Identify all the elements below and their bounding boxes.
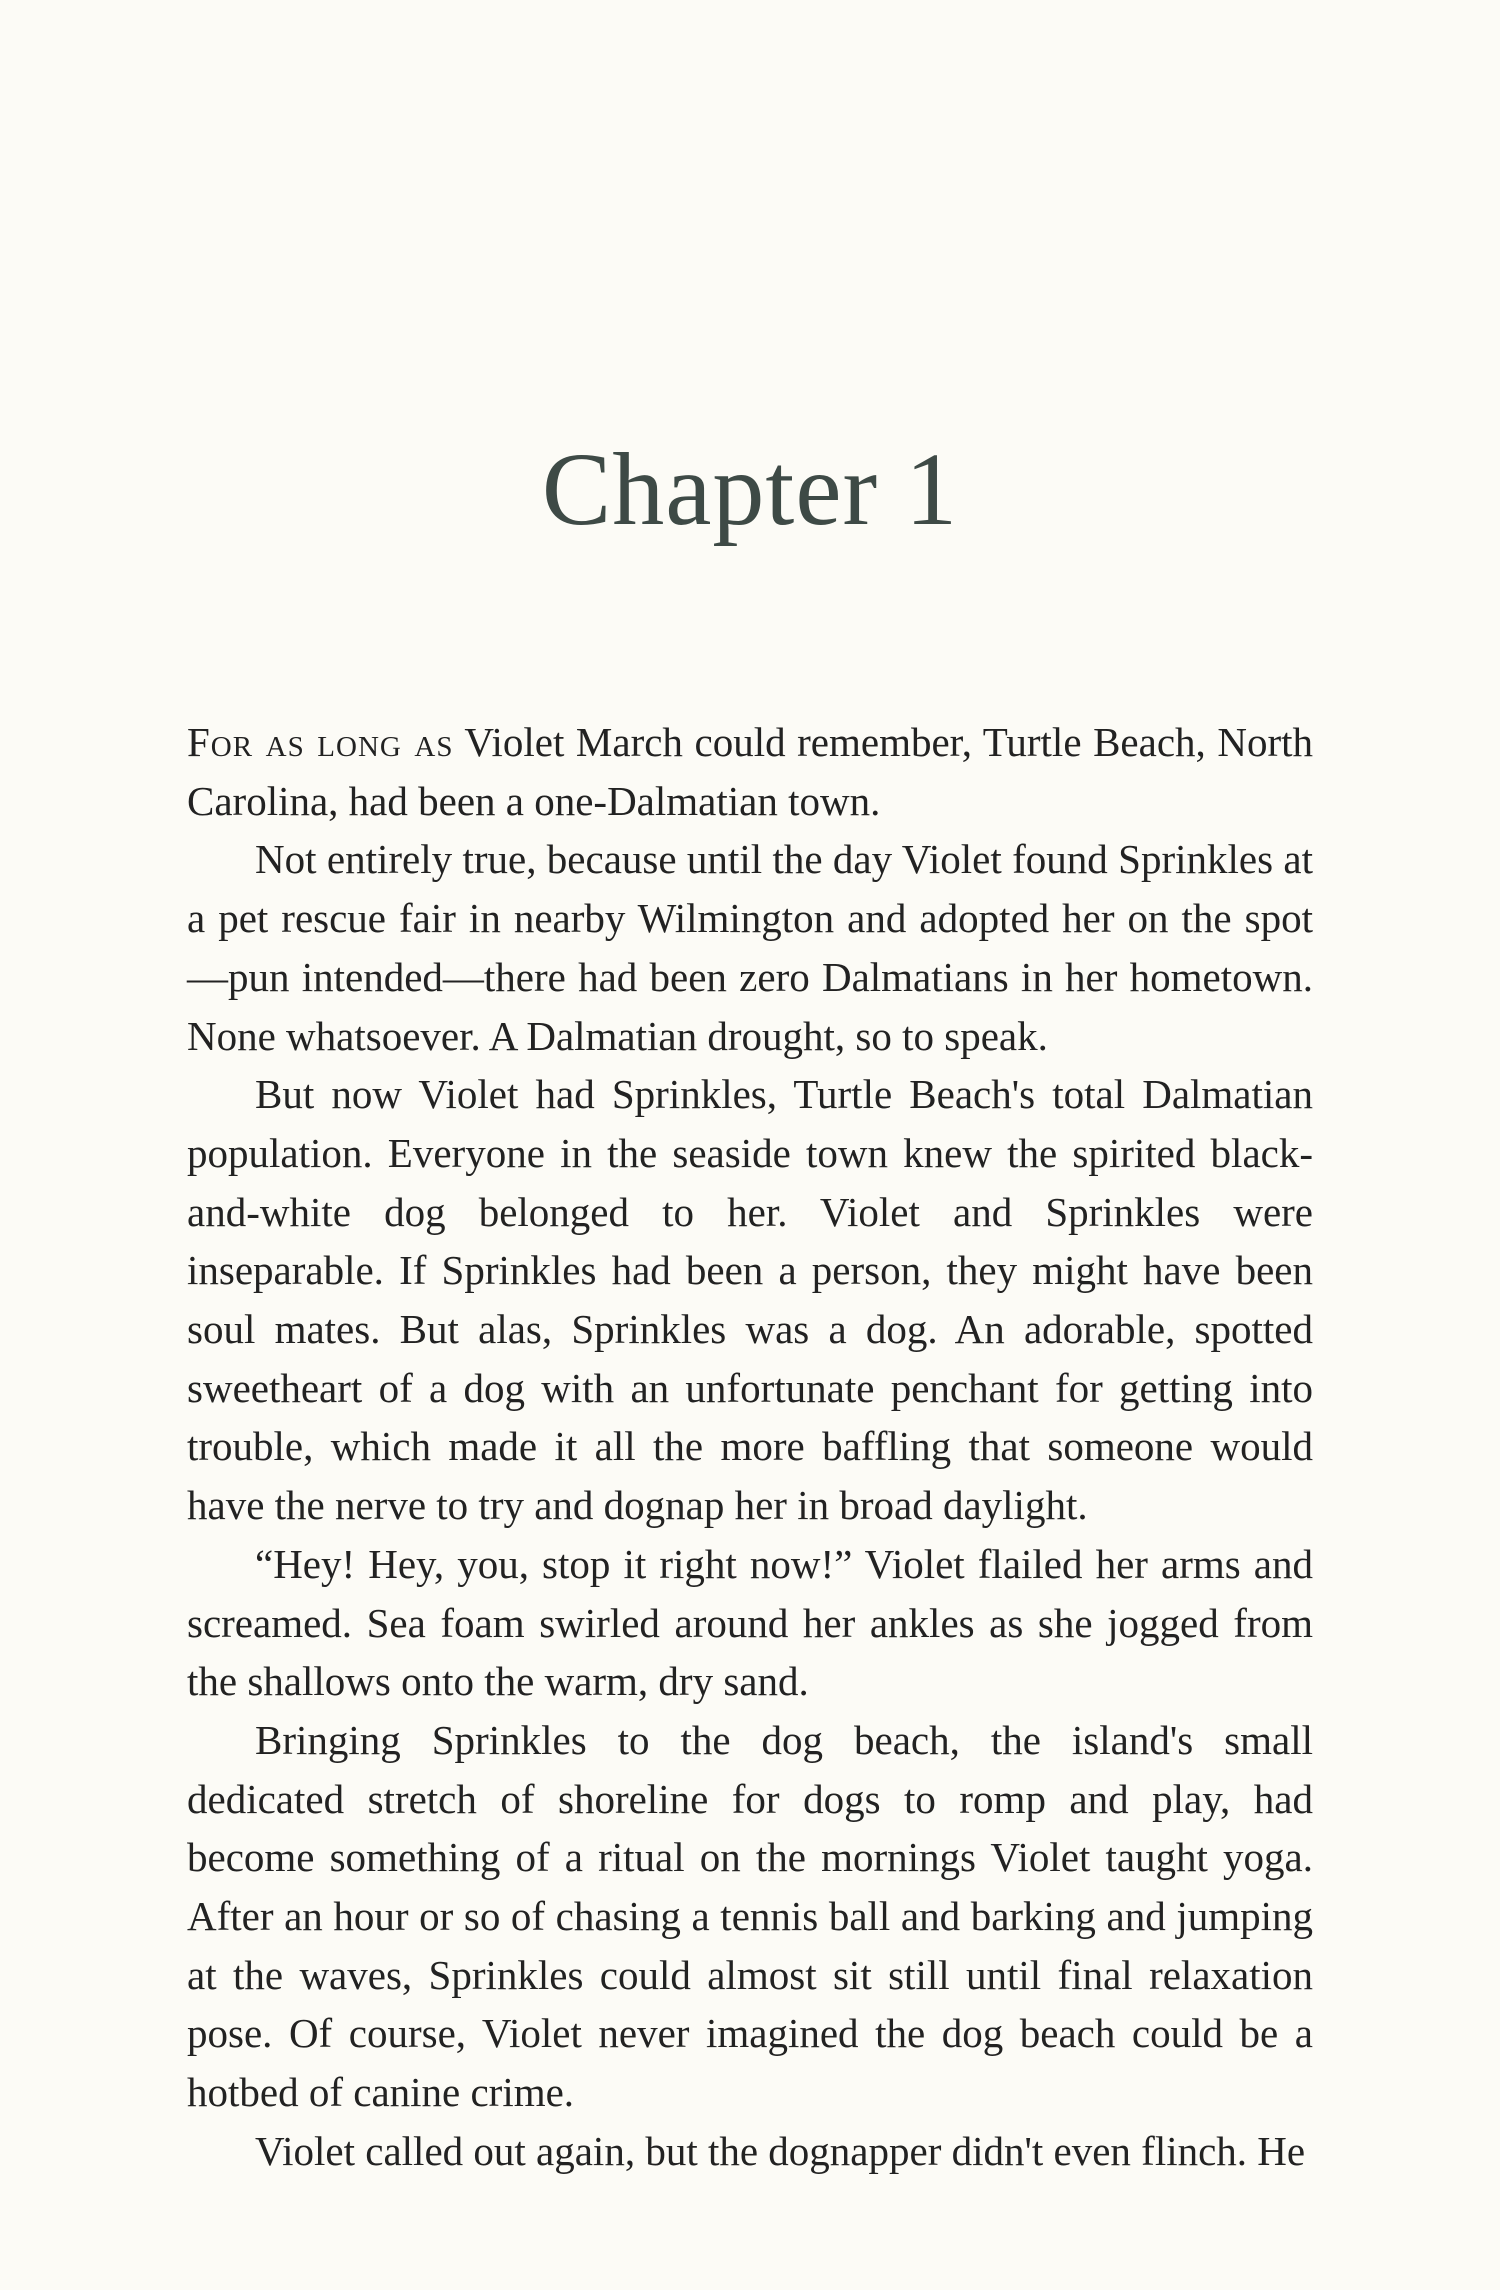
chapter-body — [187, 713, 1313, 2181]
paragraph-4: “Hey! Hey, you, stop it right now!” Violet flailed her arms and screamed. Sea foam swirled around her ankles as she jogged from the shallows onto the warm, dry sand. — [187, 1540, 1313, 1705]
paragraph-5: Bringing Sprinkles to the dog beach, the island's small dedicated stretch of shoreline for dogs to romp and play, had become something of a ritual on the mornings Violet taught yoga. After an hour or so of chasing a tennis ball and barking and jumping at the waves, Sprinkles could almost sit still until final relaxation pose. Of course, Violet never imagined the dog beach could be a hotbed of canine crime. — [187, 1716, 1313, 2116]
chapter-title: Chapter 1 — [541, 432, 959, 547]
paragraph-6: Violet called out again, but the dognapper didn't even flinch. He — [255, 2127, 1306, 2174]
paragraph-1-text: Violet March could remember, Turtle Beach, North Carolina, had been a one-Dalmatian town. — [187, 719, 1314, 824]
paragraph-3: But now Violet had Sprinkles, Turtle Beach's total Dalmatian population. Everyone in the seaside town knew the spirited black-and-white dog belonged to her. Violet and Sprinkles were inseparable. If Sprinkles had been a person, they might have been soul mates. But alas, Sprinkles was a dog. An adorable, spotted sweetheart of a dog with an unfortunate penchant for getting into trouble, which made it all the more baffling that someone would have the nerve to try and dognap her in broad daylight. — [187, 1071, 1313, 1529]
paragraph-2: Not entirely true, because until the day Violet found Sprinkles at a pet rescue fair in nearby Wilmington and adopted her on the spot—pun intended—there had been zero Dalmatians in her hometown. None whatsoever. A Dalmatian drought, so to speak. — [187, 836, 1313, 1059]
opening-small-caps: For as long as — [187, 719, 454, 765]
paragraph-1 — [187, 713, 1313, 830]
